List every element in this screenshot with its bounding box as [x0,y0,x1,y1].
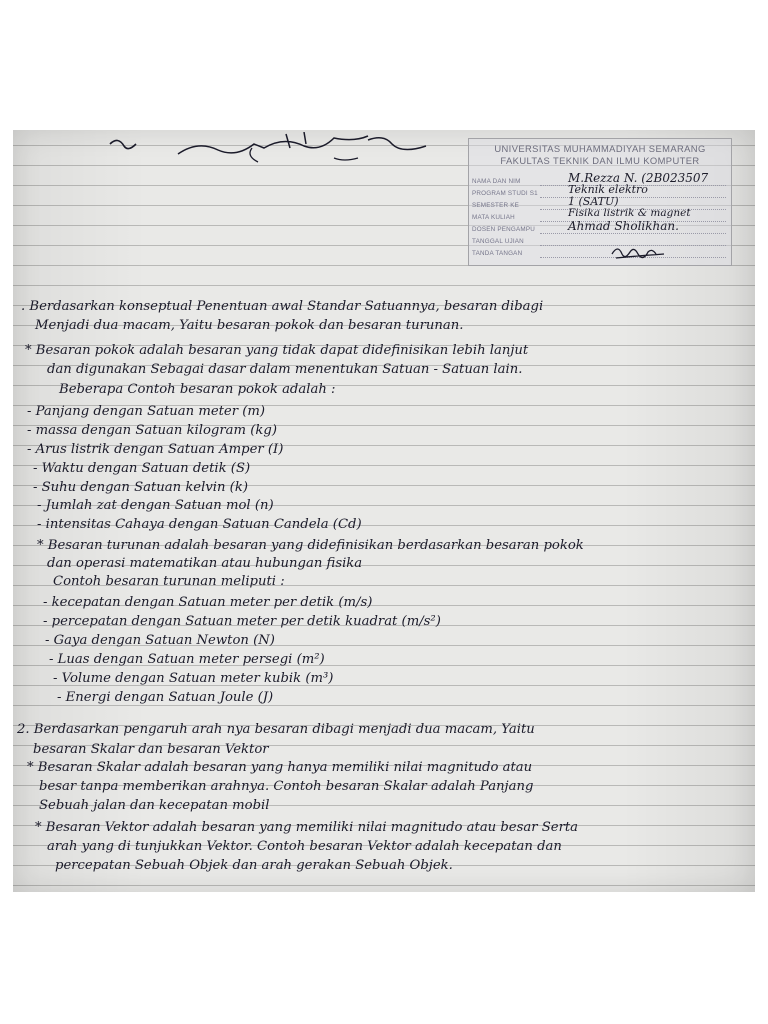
answer-line: - percepatan dengan Satuan meter per detik kuadrat (m/s²) [43,614,441,629]
answer-line: - Waktu dengan Satuan detik (S) [33,461,251,476]
bismillah-calligraphy [108,132,438,164]
answer-line: - Luas dengan Satuan meter persegi (m²) [49,652,325,667]
answer-line: - Jumlah zat dengan Satuan mol (n) [37,498,274,513]
answer-line: - massa dengan Satuan kilogram (kg) [27,423,277,438]
answer-line: dan digunakan Sebagai dasar dalam menentukan Satuan - Satuan lain. [47,362,523,377]
stamp-row-date [472,236,728,247]
answer-line: Contoh besaran turunan meliputi : [53,574,285,589]
stamp-value: Fisika listrik & magnet [568,207,691,219]
answer-line: Menjadi dua macam, Yaitu besaran pokok dan besaran turunan. [35,318,464,333]
answer-line: Beberapa Contoh besaran pokok adalah : [59,382,336,397]
answer-line: - Energi dengan Satuan Joule (J) [57,690,274,705]
answer-line: - Volume dengan Satuan meter kubik (m³) [53,671,334,686]
answer-line: besar tanpa memberikan arahnya. Contoh besaran Skalar adalah Panjang [39,779,534,794]
stamp-value: Ahmad Sholikhan. [568,219,679,233]
stamp-row-signature [472,248,728,259]
signature-scribble [610,244,670,260]
answer-line: dan operasi matematikan atau hubungan fisika [47,556,363,571]
answer-line: 2. Berdasarkan pengaruh arah nya besaran dibagi menjadi dua macam, Yaitu [17,722,535,737]
stamp-faculty: FAKULTAS TEKNIK DAN ILMU KOMPUTER [500,155,700,166]
answer-line: - Panjang dengan Satuan meter (m) [27,404,266,419]
stamp-value: 1 (SATU) [568,195,619,208]
stamp-university: UNIVERSITAS MUHAMMADIYAH SEMARANG [494,143,706,154]
answer-line: * Besaran Skalar adalah besaran yang hanya memiliki nilai magnitudo atau [27,760,533,775]
stamp-value: Teknik elektro [568,183,648,196]
answer-line: Sebuah jalan dan kecepatan mobil [39,798,270,813]
stamp-label: PROGRAM STUDI S1 [472,190,538,197]
stamp-value: M.Rezza N. (2B023507 [568,171,709,185]
stamp-label: TANDA TANGAN [472,250,523,257]
stamp-row-lecturer [472,219,728,235]
answer-line: * Besaran turunan adalah besaran yang didefinisikan berdasarkan besaran pokok [37,538,584,553]
answer-line: besaran Skalar dan besaran Vektor [33,742,269,757]
answer-line: - kecepatan dengan Satuan meter per detik (m/s) [43,595,373,610]
answer-line: - Arus listrik dengan Satuan Amper (I) [27,442,284,457]
answer-line: - intensitas Cahaya dengan Satuan Candela (Cd) [37,517,362,532]
answer-line: percepatan Sebuah Objek dan arah gerakan Sebuah Objek. [55,858,453,873]
answer-line: * Besaran pokok adalah besaran yang tidak dapat didefinisikan lebih lanjut [25,343,529,358]
stamp-label: NAMA DAN NIM [472,178,521,185]
stamp-label: SEMESTER KE [472,202,519,209]
university-stamp-box [468,138,732,266]
answer-line: - Gaya dengan Satuan Newton (N) [45,633,275,648]
answer-line: . Berdasarkan konseptual Penentuan awal Standar Satuannya, besaran dibagi [21,299,544,314]
answer-sheet [13,130,755,892]
answer-line: arah yang di tunjukkan Vektor. Contoh besaran Vektor adalah kecepatan dan [47,839,562,854]
stamp-label: TANGGAL UJIAN [472,238,524,245]
stamp-label: DOSEN PENGAMPU [472,226,535,233]
stamp-label: MATA KULIAH [472,214,515,221]
answer-line: * Besaran Vektor adalah besaran yang memiliki nilai magnitudo atau besar Serta [35,820,579,835]
answer-line: - Suhu dengan Satuan kelvin (k) [33,480,248,495]
